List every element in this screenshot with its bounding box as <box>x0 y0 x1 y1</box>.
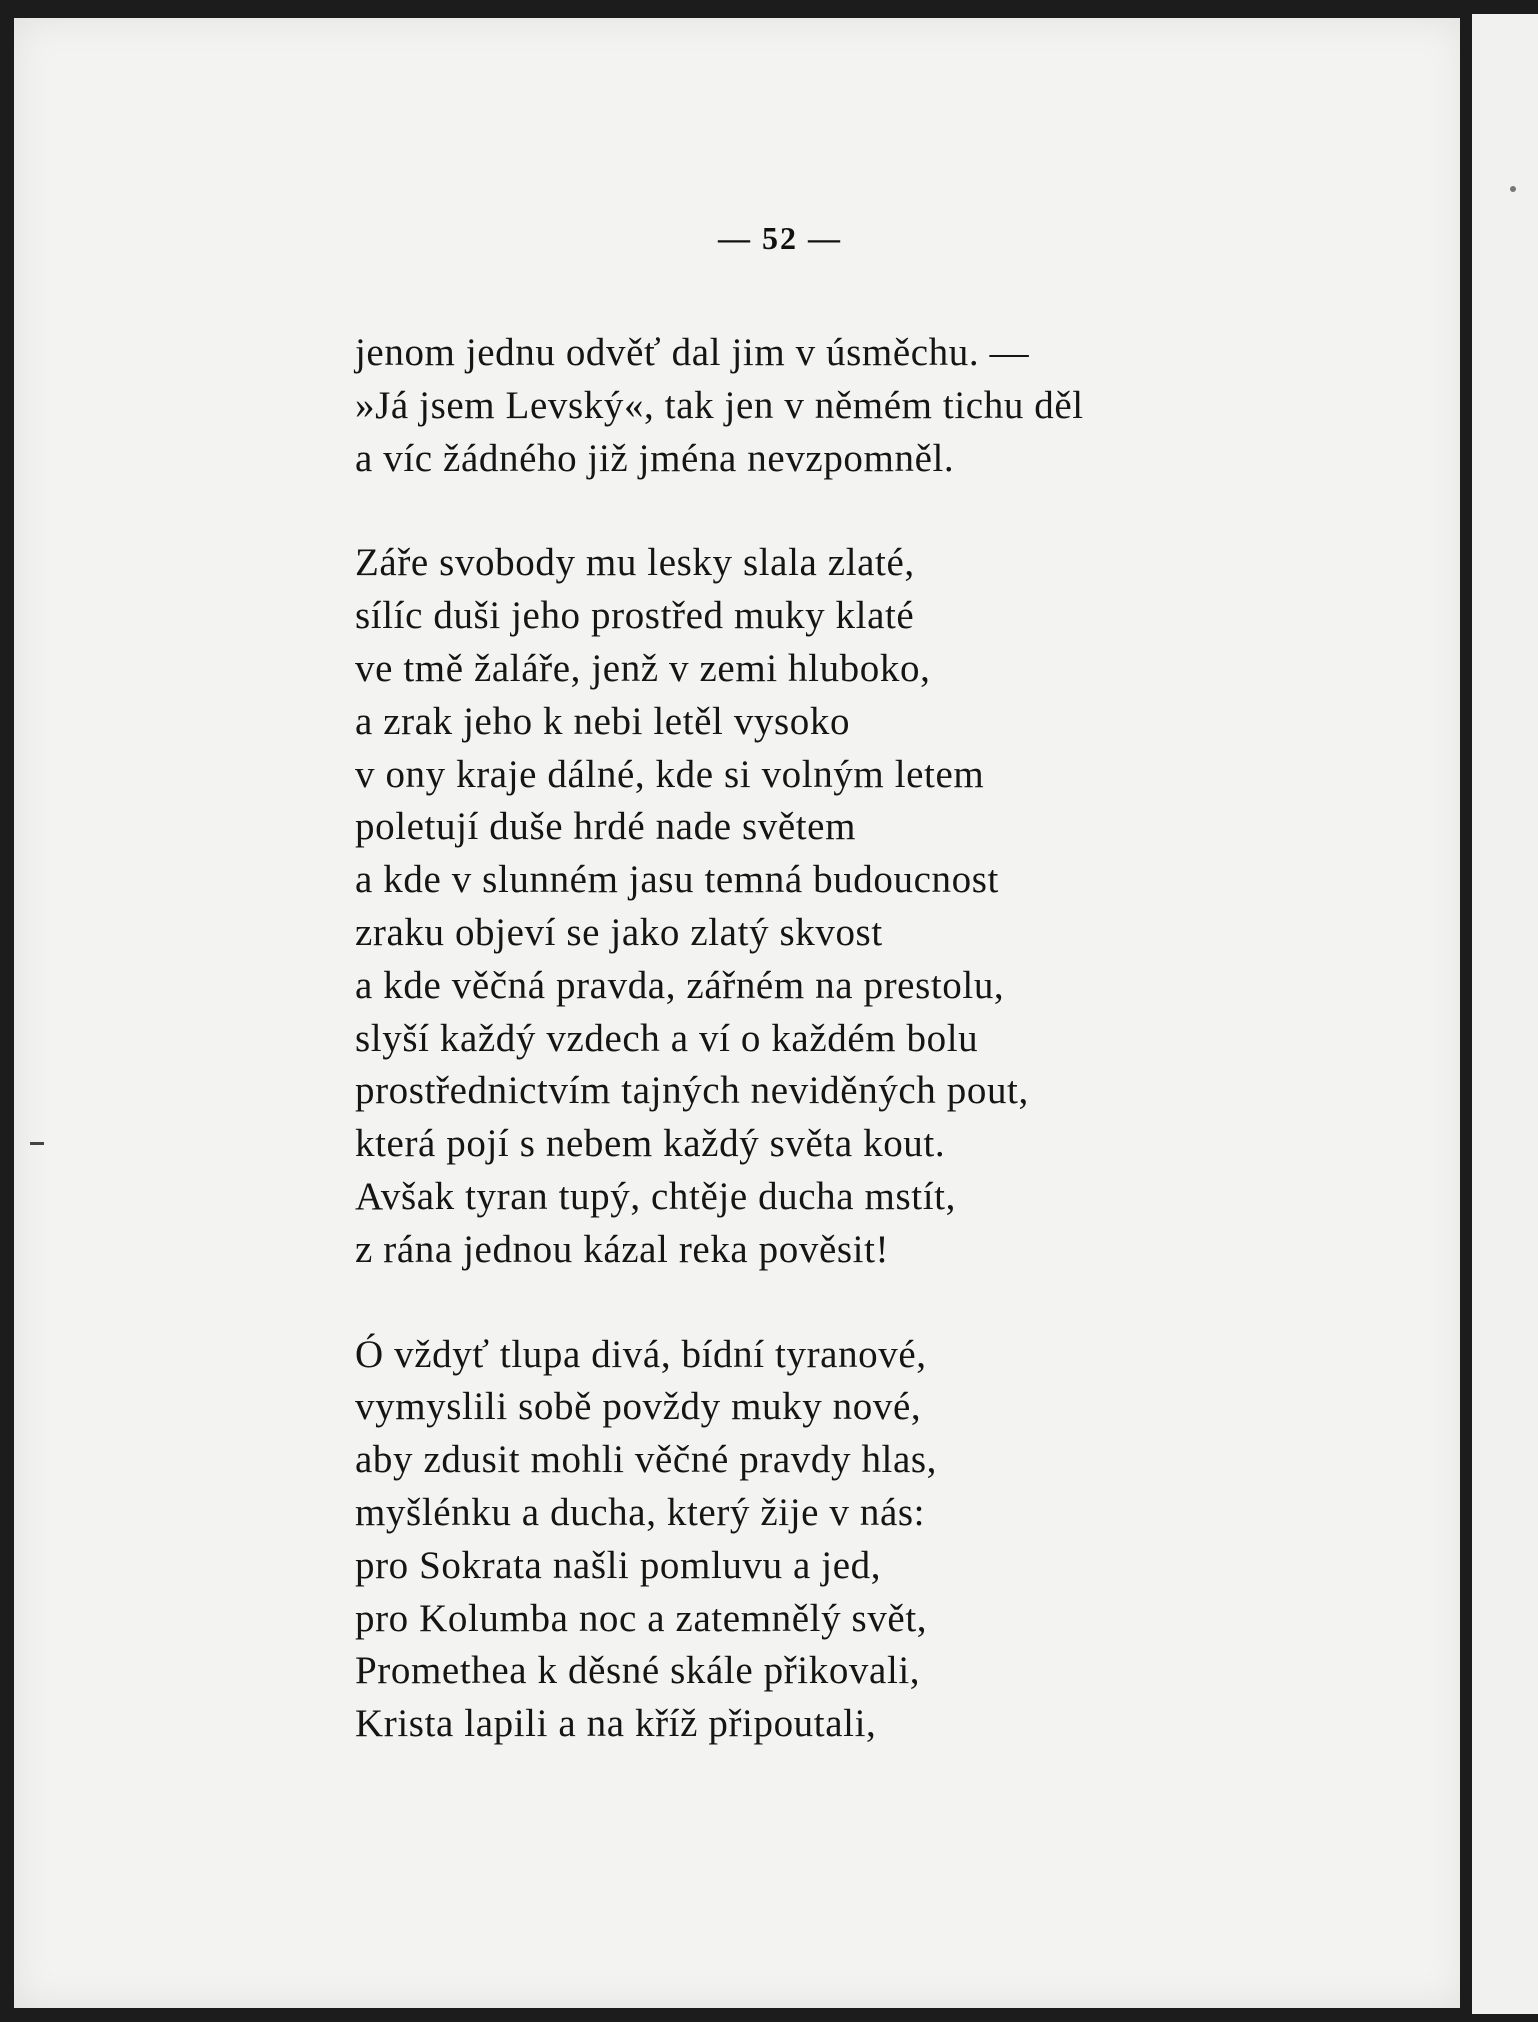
poem-line: Ó vždyť tlupa divá, bídní tyranové, <box>355 1332 927 1376</box>
poem-line: »Já jsem Levský«, tak jen v němém tichu děl <box>355 383 1084 427</box>
poem-line: a kde věčná pravda, zářném na prestolu, <box>355 963 1005 1007</box>
poem-line: prostřednictvím tajných neviděných pout, <box>355 1069 1029 1113</box>
poem-line: ve tmě žaláře, jenž v zemi hluboko, <box>355 646 931 690</box>
stanza-1 <box>355 327 1435 485</box>
poem-line: a víc žádného již jména nevzpomněl. <box>355 436 955 480</box>
poem-line: z rána jednou kázal reka pověsit! <box>355 1227 890 1271</box>
poem-line: Záře svobody mu lesky slala zlaté, <box>355 541 915 585</box>
poem-line: a zrak jeho k nebi letěl vysoko <box>355 699 851 743</box>
book-gutter <box>1460 14 1472 2014</box>
poem-line: jenom jednu odvěť dal jim v úsměchu. — <box>355 331 1030 374</box>
page-speck <box>1510 186 1516 192</box>
page-mark <box>30 1142 44 1145</box>
page-number: — 52 — <box>718 220 842 256</box>
poem-line: poletují duše hrdé nade světem <box>355 805 857 849</box>
poem-line: vymyslili sobě povždy muky nové, <box>355 1385 922 1429</box>
poem-line: myšlénku a ducha, který žije v nás: <box>355 1490 926 1534</box>
poem-text <box>355 327 1435 1751</box>
stanza-2 <box>355 537 1435 1276</box>
stanza-3 <box>355 1329 1435 1751</box>
facing-page-edge <box>1472 14 1538 2014</box>
poem-line: pro Kolumba noc a zatemnělý svět, <box>355 1596 928 1640</box>
poem-line: slyší každý vzdech a ví o každém bolu <box>355 1016 979 1060</box>
poem-line: v ony kraje dálné, kde si volným letem <box>355 752 985 796</box>
poem-line: pro Sokrata našli pomluvu a jed, <box>355 1543 882 1587</box>
poem-line: aby zdusit mohli věčné pravdy hlas, <box>355 1438 938 1482</box>
poem-line: která pojí s nebem každý světa kout. <box>355 1122 946 1166</box>
poem-line: Krista lapili a na kříž připoutali, <box>355 1702 877 1746</box>
poem-line: sílíc duši jeho prostřed muky klaté <box>355 594 915 638</box>
poem-line: a kde v slunném jasu temná budoucnost <box>355 858 999 902</box>
poem-line: Avšak tyran tupý, chtěje ducha mstít, <box>355 1174 956 1218</box>
poem-line: Promethea k děsné skále přikovali, <box>355 1649 921 1693</box>
poem-line: zraku objeví se jako zlatý skvost <box>355 910 883 954</box>
